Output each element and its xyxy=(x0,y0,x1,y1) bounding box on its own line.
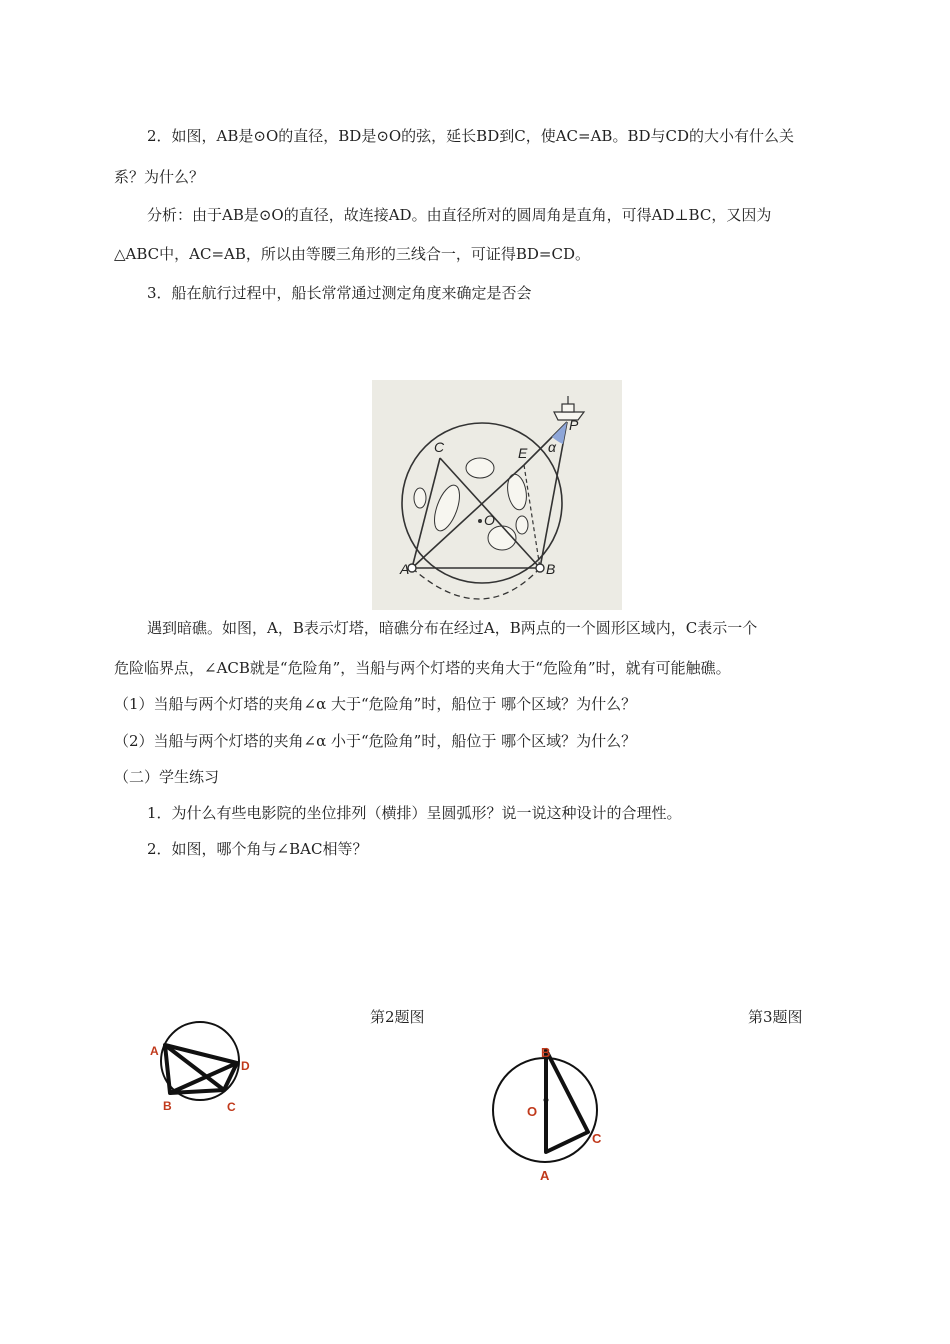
q3-text-line-3: 危险临界点，∠ACB就是“危险角”，当船与两个灯塔的夹角大于“危险角”时，就有可能触礁。 xyxy=(114,659,731,677)
section-title: （二）学生练习 xyxy=(114,768,220,786)
q3-text-line-2: 遇到暗礁。如图，A，B表示灯塔，暗礁分布在经过A，B两点的一个圆形区域内，C表示一个 xyxy=(147,619,758,637)
right-label-c: C xyxy=(592,1131,602,1146)
figure-quadrilateral-svg xyxy=(145,1015,260,1120)
label-o: O xyxy=(484,512,495,528)
reef-shape xyxy=(516,516,528,534)
exercise-2: 2．如图，哪个角与∠BAC相等？ xyxy=(147,840,368,858)
q3-sub-question-2: （2）当船与两个灯塔的夹角∠α 小于“危险角”时，船位于 哪个区域？为什么？ xyxy=(114,732,637,750)
q3-text-line-1: 3．船在航行过程中，船长常常通过测定角度来确定是否会 xyxy=(147,284,532,302)
reef-shape xyxy=(414,488,426,508)
right-label-a: A xyxy=(540,1168,550,1183)
left-label-c: C xyxy=(227,1100,236,1114)
figure-diameter-svg xyxy=(480,1040,610,1190)
lighthouse-b-icon xyxy=(536,564,544,572)
label-p: P xyxy=(569,417,579,433)
analysis-line-1: 分析：由于AB是⊙O的直径，故连接AD。由直径所对的圆周角是直角，可得AD⊥BC，又因为 xyxy=(147,206,772,224)
reef-figure xyxy=(372,380,622,610)
center-o-dot xyxy=(478,519,482,523)
fig2-caption: 第2题图 xyxy=(370,1008,425,1026)
right-label-b: B xyxy=(541,1045,551,1060)
right-label-o: O xyxy=(527,1104,538,1119)
q2-text-line-1: 2．如图，AB是⊙O的直径，BD是⊙O的弦，延长BD到C，使AC=AB。BD与CD的大小有什么关 xyxy=(147,127,794,145)
label-a: A xyxy=(400,561,410,577)
q3-sub-question-1: （1）当船与两个灯塔的夹角∠α 大于“危险角”时，船位于 哪个区域？为什么？ xyxy=(114,695,637,713)
label-c: C xyxy=(434,439,445,455)
q2-text-line-2: 系？为什么？ xyxy=(114,168,205,186)
exercise-1: 1．为什么有些电影院的坐位排列（横排）呈圆弧形？说一说这种设计的合理性。 xyxy=(147,804,682,822)
reef-figure-svg xyxy=(372,380,622,610)
fig3-caption: 第3题图 xyxy=(748,1008,803,1026)
reef-shape xyxy=(466,458,494,478)
label-alpha: α xyxy=(548,439,556,455)
analysis-line-2: △ABC中，AC=AB，所以由等腰三角形的三线合一，可证得BD=CD。 xyxy=(114,245,591,263)
left-label-d: D xyxy=(241,1059,250,1073)
figure-quadrilateral xyxy=(145,1015,260,1120)
left-label-b: B xyxy=(163,1099,172,1113)
label-b: B xyxy=(546,561,556,577)
figure-diameter xyxy=(480,1040,610,1190)
left-label-a: A xyxy=(150,1044,159,1058)
label-e: E xyxy=(518,445,528,461)
